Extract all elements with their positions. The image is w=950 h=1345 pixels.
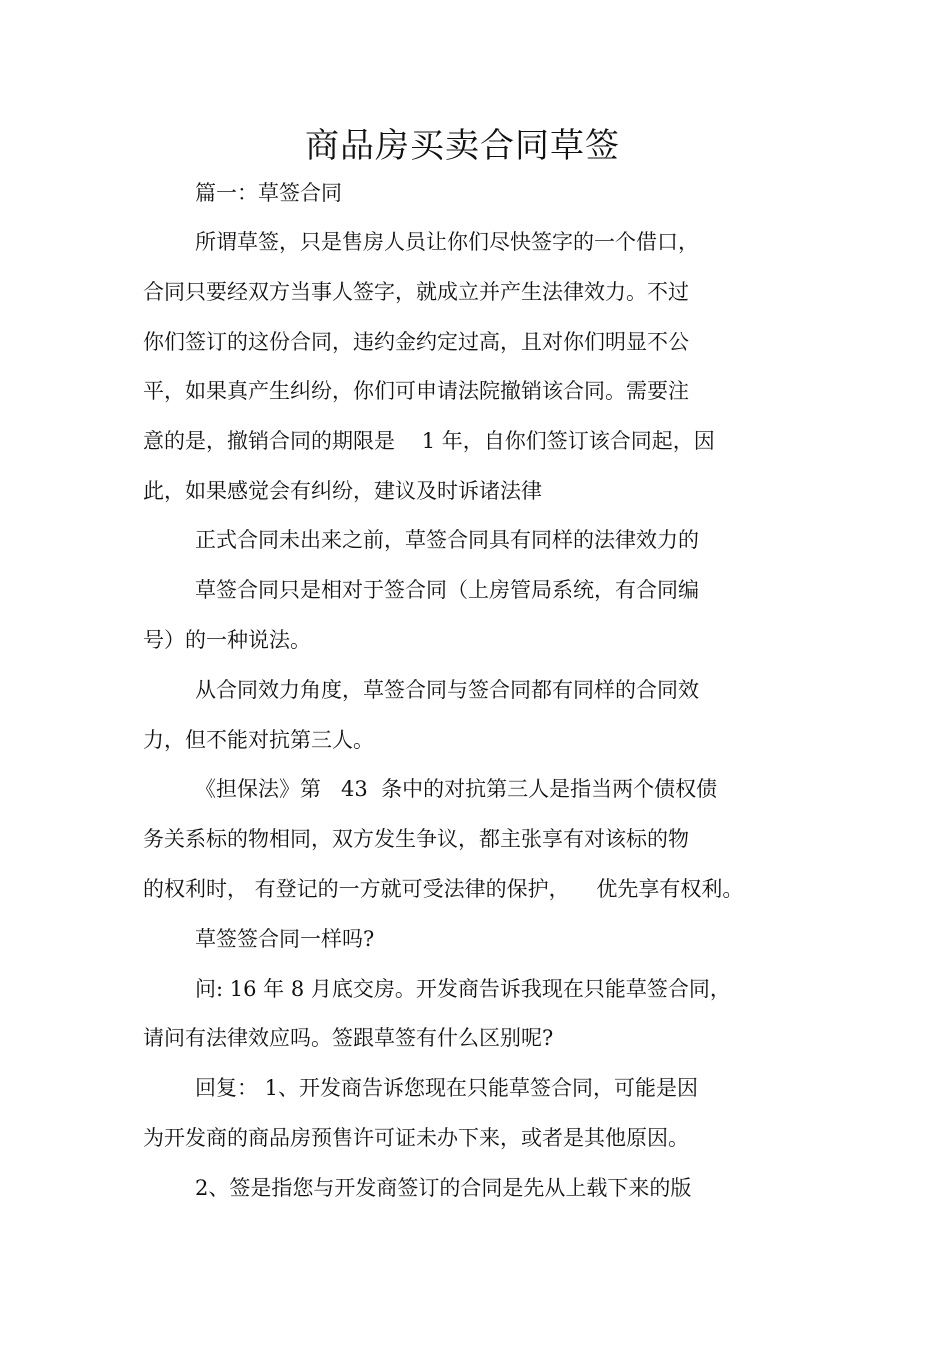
text-line: 2、签是指您与开发商签订的合同是先从上载下来的版 [195,1176,692,1200]
text-line: 号）的一种说法。 [143,628,311,652]
text-line: 你们签订的这份合同，违约金约定过高，且对你们明显不公 [143,330,689,354]
text-line: 问: 16 年 8 月底交房。开发商告诉我现在只能草签合同， [195,977,731,1001]
text-line: 平，如果真产生纠纷，你们可申请法院撤销该合同。需要注 [143,379,689,403]
text-line: 草签签合同一样吗? [195,927,375,951]
text-line: 合同只要经双方当事人签字，就成立并产生法律效力。不过 [143,280,689,304]
text-line: 正式合同未出来之前，草签合同具有同样的法律效力的 [195,528,699,552]
text-line: 回复： 1、开发商告诉您现在只能草签合同，可能是因 [195,1076,699,1100]
text-line: 力，但不能对抗第三人。 [143,728,374,752]
text-line: 篇一：草签合同 [195,181,342,205]
text-line: 所谓草签，只是售房人员让你们尽快签字的一个借口， [195,230,699,254]
text-line: 为开发商的商品房预售许可证未办下来，或者是其他原因。 [143,1126,689,1150]
text-line: 的权利时， 有登记的一方就可受法律的保护， 优先享有权利。 [143,877,744,901]
text-line: 从合同效力角度，草签合同与签合同都有同样的合同效 [195,678,699,702]
text-line: 此，如果感觉会有纠纷，建议及时诉诸法律 [143,479,542,503]
text-line: 务关系标的物相同，双方发生争议，都主张享有对该标的物 [143,827,689,851]
text-line: 草签合同只是相对于签合同（上房管局系统，有合同编 [195,578,699,602]
document-title: 商品房买卖合同草签 [305,126,620,166]
text-line: 请问有法律效应吗。签跟草签有什么区别呢? [143,1026,554,1050]
text-line: 意的是，撤销合同的期限是 1 年，自你们签订该合同起，因 [143,429,715,453]
text-line: 《担保法》第 43 条中的对抗第三人是指当两个债权债 [195,777,718,801]
